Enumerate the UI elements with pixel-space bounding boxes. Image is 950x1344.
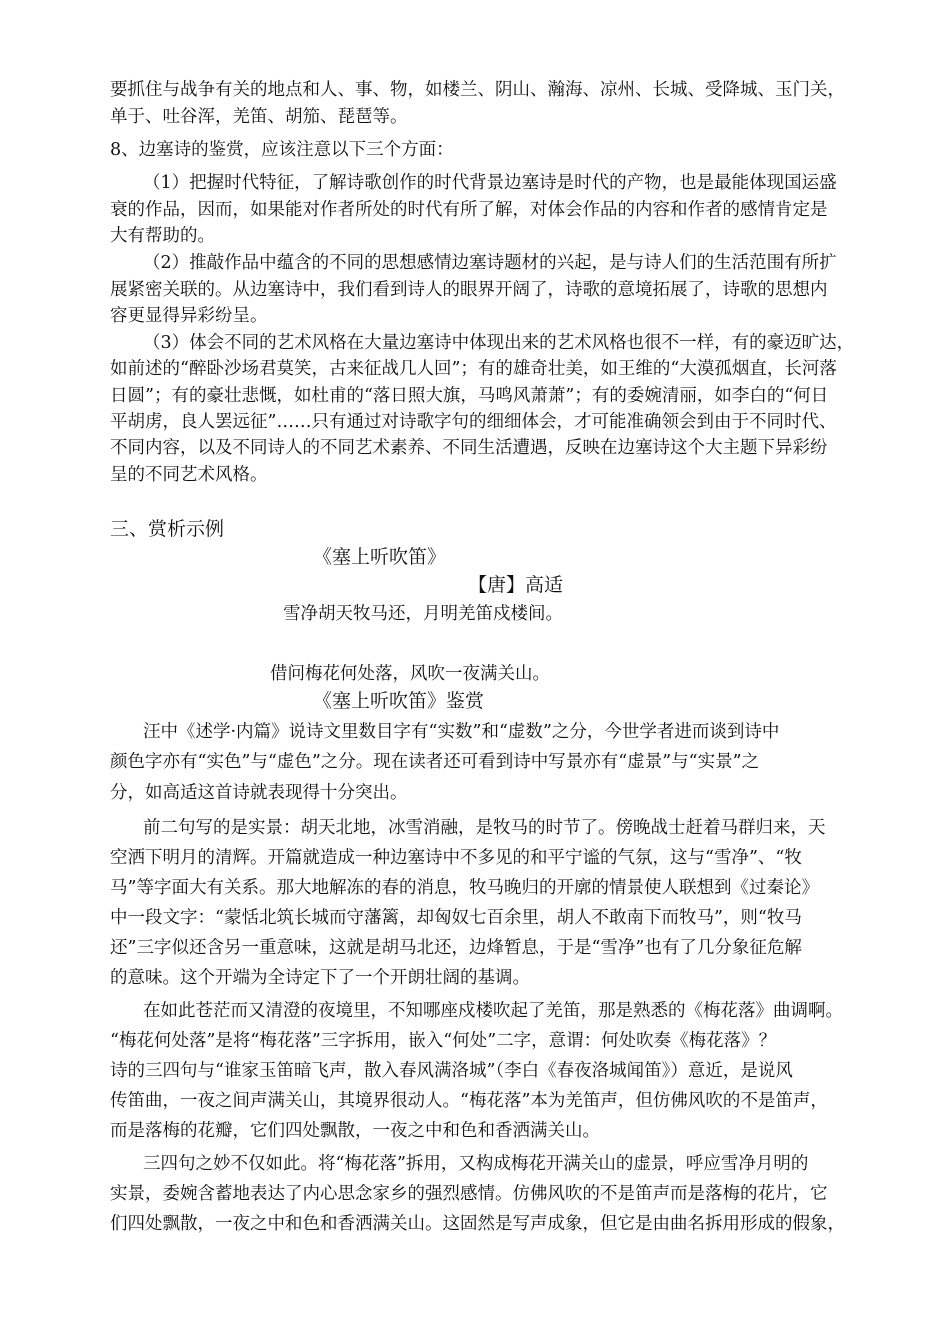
point-8-item-2: （2）推敲作品中蕴含的不同的思想感情边塞诗题材的兴起，是与诗人们的生活范围有所扩 — [143, 253, 837, 273]
text-line: 实景，委婉含蓄地表达了内心思念家乡的强烈感情。仿佛风吹的不是笛声而是落梅的花片，它 — [110, 1184, 828, 1204]
point-8-heading: 8、边塞诗的鉴赏，应该注意以下三个方面： — [110, 140, 454, 160]
analysis-paragraph-2: 前二句写的是实景：胡天北地，冰雪消融，是牧马的时节了。傍晚战士赶着马群归来，天 — [143, 818, 826, 838]
text-line: 不同内容，以及不同诗人的不同艺术素养、不同生活遭遇，反映在边塞诗这个大主题下异彩纷 — [110, 438, 828, 458]
text-line: 而是落梅的花瓣，它们四处飘散，一夜之中和色和香洒满关山。 — [110, 1121, 600, 1141]
text-line: 分，如高适这首诗就表现得十分突出。 — [110, 783, 408, 803]
text-line: 的意味。这个开端为全诗定下了一个开朗壮阔的基调。 — [110, 968, 530, 988]
appreciation-title: 《塞上听吹笛》鉴赏 — [313, 690, 485, 712]
text-line: 衰的作品，因而，如果能对作者所处的时代有所了解，对体会作品的内容和作者的感情肯定是 — [110, 200, 828, 220]
text-line: 大有帮助的。 — [110, 226, 215, 246]
analysis-paragraph-1: 汪中《述学·内篇》说诗文里数目字有“实数”和“虚数”之分，今世学者进而谈到诗中 — [143, 722, 780, 742]
text-line: 要抓住与战争有关的地点和人、事、物，如楼兰、阴山、瀚海、凉州、长城、受降城、玉门关， — [110, 80, 845, 100]
point-8-item-3: （3）体会不同的艺术风格在大量边塞诗中体现出来的艺术风格也很不一样，有的豪迈旷达， — [143, 333, 855, 353]
section-3-heading: 三、赏析示例 — [110, 518, 225, 540]
analysis-paragraph-4: 三四句之妙不仅如此。将“梅花落”拆用，又构成梅花开满关山的虚景，呼应雪净月明的 — [143, 1154, 809, 1174]
text-line: 呈的不同艺术风格。 — [110, 465, 268, 485]
text-line: 容更显得异彩纷呈。 — [110, 306, 268, 326]
analysis-paragraph-3: 在如此苍茫而又清澄的夜境里，不知哪座戍楼吹起了羌笛，那是熟悉的《梅花落》曲调啊。 — [143, 1001, 843, 1021]
text-line: 如前述的“醉卧沙场君莫笑，古来征战几人回”；有的雄奇壮美，如王维的“大漠孤烟直，长河落 — [110, 359, 837, 379]
text-line: 平胡虏，良人罢远征”……只有通过对诗歌字句的细细体会，才可能准确领会到由于不同时代、 — [110, 412, 837, 432]
poem-author: 【唐】高适 — [468, 574, 564, 596]
text-line: 颜色字亦有“实色”与“虚色”之分。现在读者还可看到诗中写景亦有“虚景”与“实景”之 — [110, 752, 760, 772]
poem-line-1: 雪净胡天牧马还，月明羌笛戍楼间。 — [283, 604, 563, 624]
text-line: 传笛曲，一夜之间声满关山，其境界很动人。“梅花落”本为羌笛声，但仿佛风吹的不是笛声， — [110, 1091, 828, 1111]
text-line: 展紧密关联的。从边塞诗中，我们看到诗人的眼界开阔了，诗歌的意境拓展了，诗歌的思想内 — [110, 280, 828, 300]
text-line: 单于、吐谷浑，羌笛、胡笳、琵琶等。 — [110, 107, 408, 127]
point-8-item-1: （1）把握时代特征，了解诗歌创作的时代背景边塞诗是时代的产物，也是最能体现国运盛 — [143, 173, 837, 193]
text-line: 中一段文字：“蒙恬北筑长城而守藩篱，却匈奴七百余里，胡人不敢南下而牧马”，则“牧马 — [110, 908, 802, 928]
text-line: 日圆”；有的豪壮悲慨，如杜甫的“落日照大旗，马鸣风萧萧”；有的委婉清丽，如李白的“何日 — [110, 386, 829, 406]
text-line: 空洒下明月的清辉。开篇就造成一种边塞诗中不多见的和平宁谧的气氛，这与“雪净”、“牧 — [110, 848, 802, 868]
poem-line-2: 借问梅花何处落，风吹一夜满关山。 — [270, 664, 550, 684]
poem-title: 《塞上听吹笛》 — [313, 546, 447, 568]
text-line: “梅花何处落”是将“梅花落”三字拆用，嵌入“何处”二字，意谓：何处吹奏《梅花落》？ — [110, 1031, 777, 1051]
text-line: 们四处飘散，一夜之中和色和香洒满关山。这固然是写声成象，但它是由曲名拆用形成的假象， — [110, 1214, 845, 1234]
text-line: 马”等字面大有关系。那大地解冻的春的消息，牧马晚归的开廓的情景使人联想到《过秦论》 — [110, 878, 819, 898]
text-line: 还”三字似还含另一重意味，这就是胡马北还，边烽暂息，于是“雪净”也有了几分象征危解 — [110, 938, 802, 958]
text-line: 诗的三四句与“谁家玉笛暗飞声，散入春风满洛城”（李白《春夜洛城闻笛》）意近，是说风 — [110, 1061, 793, 1081]
